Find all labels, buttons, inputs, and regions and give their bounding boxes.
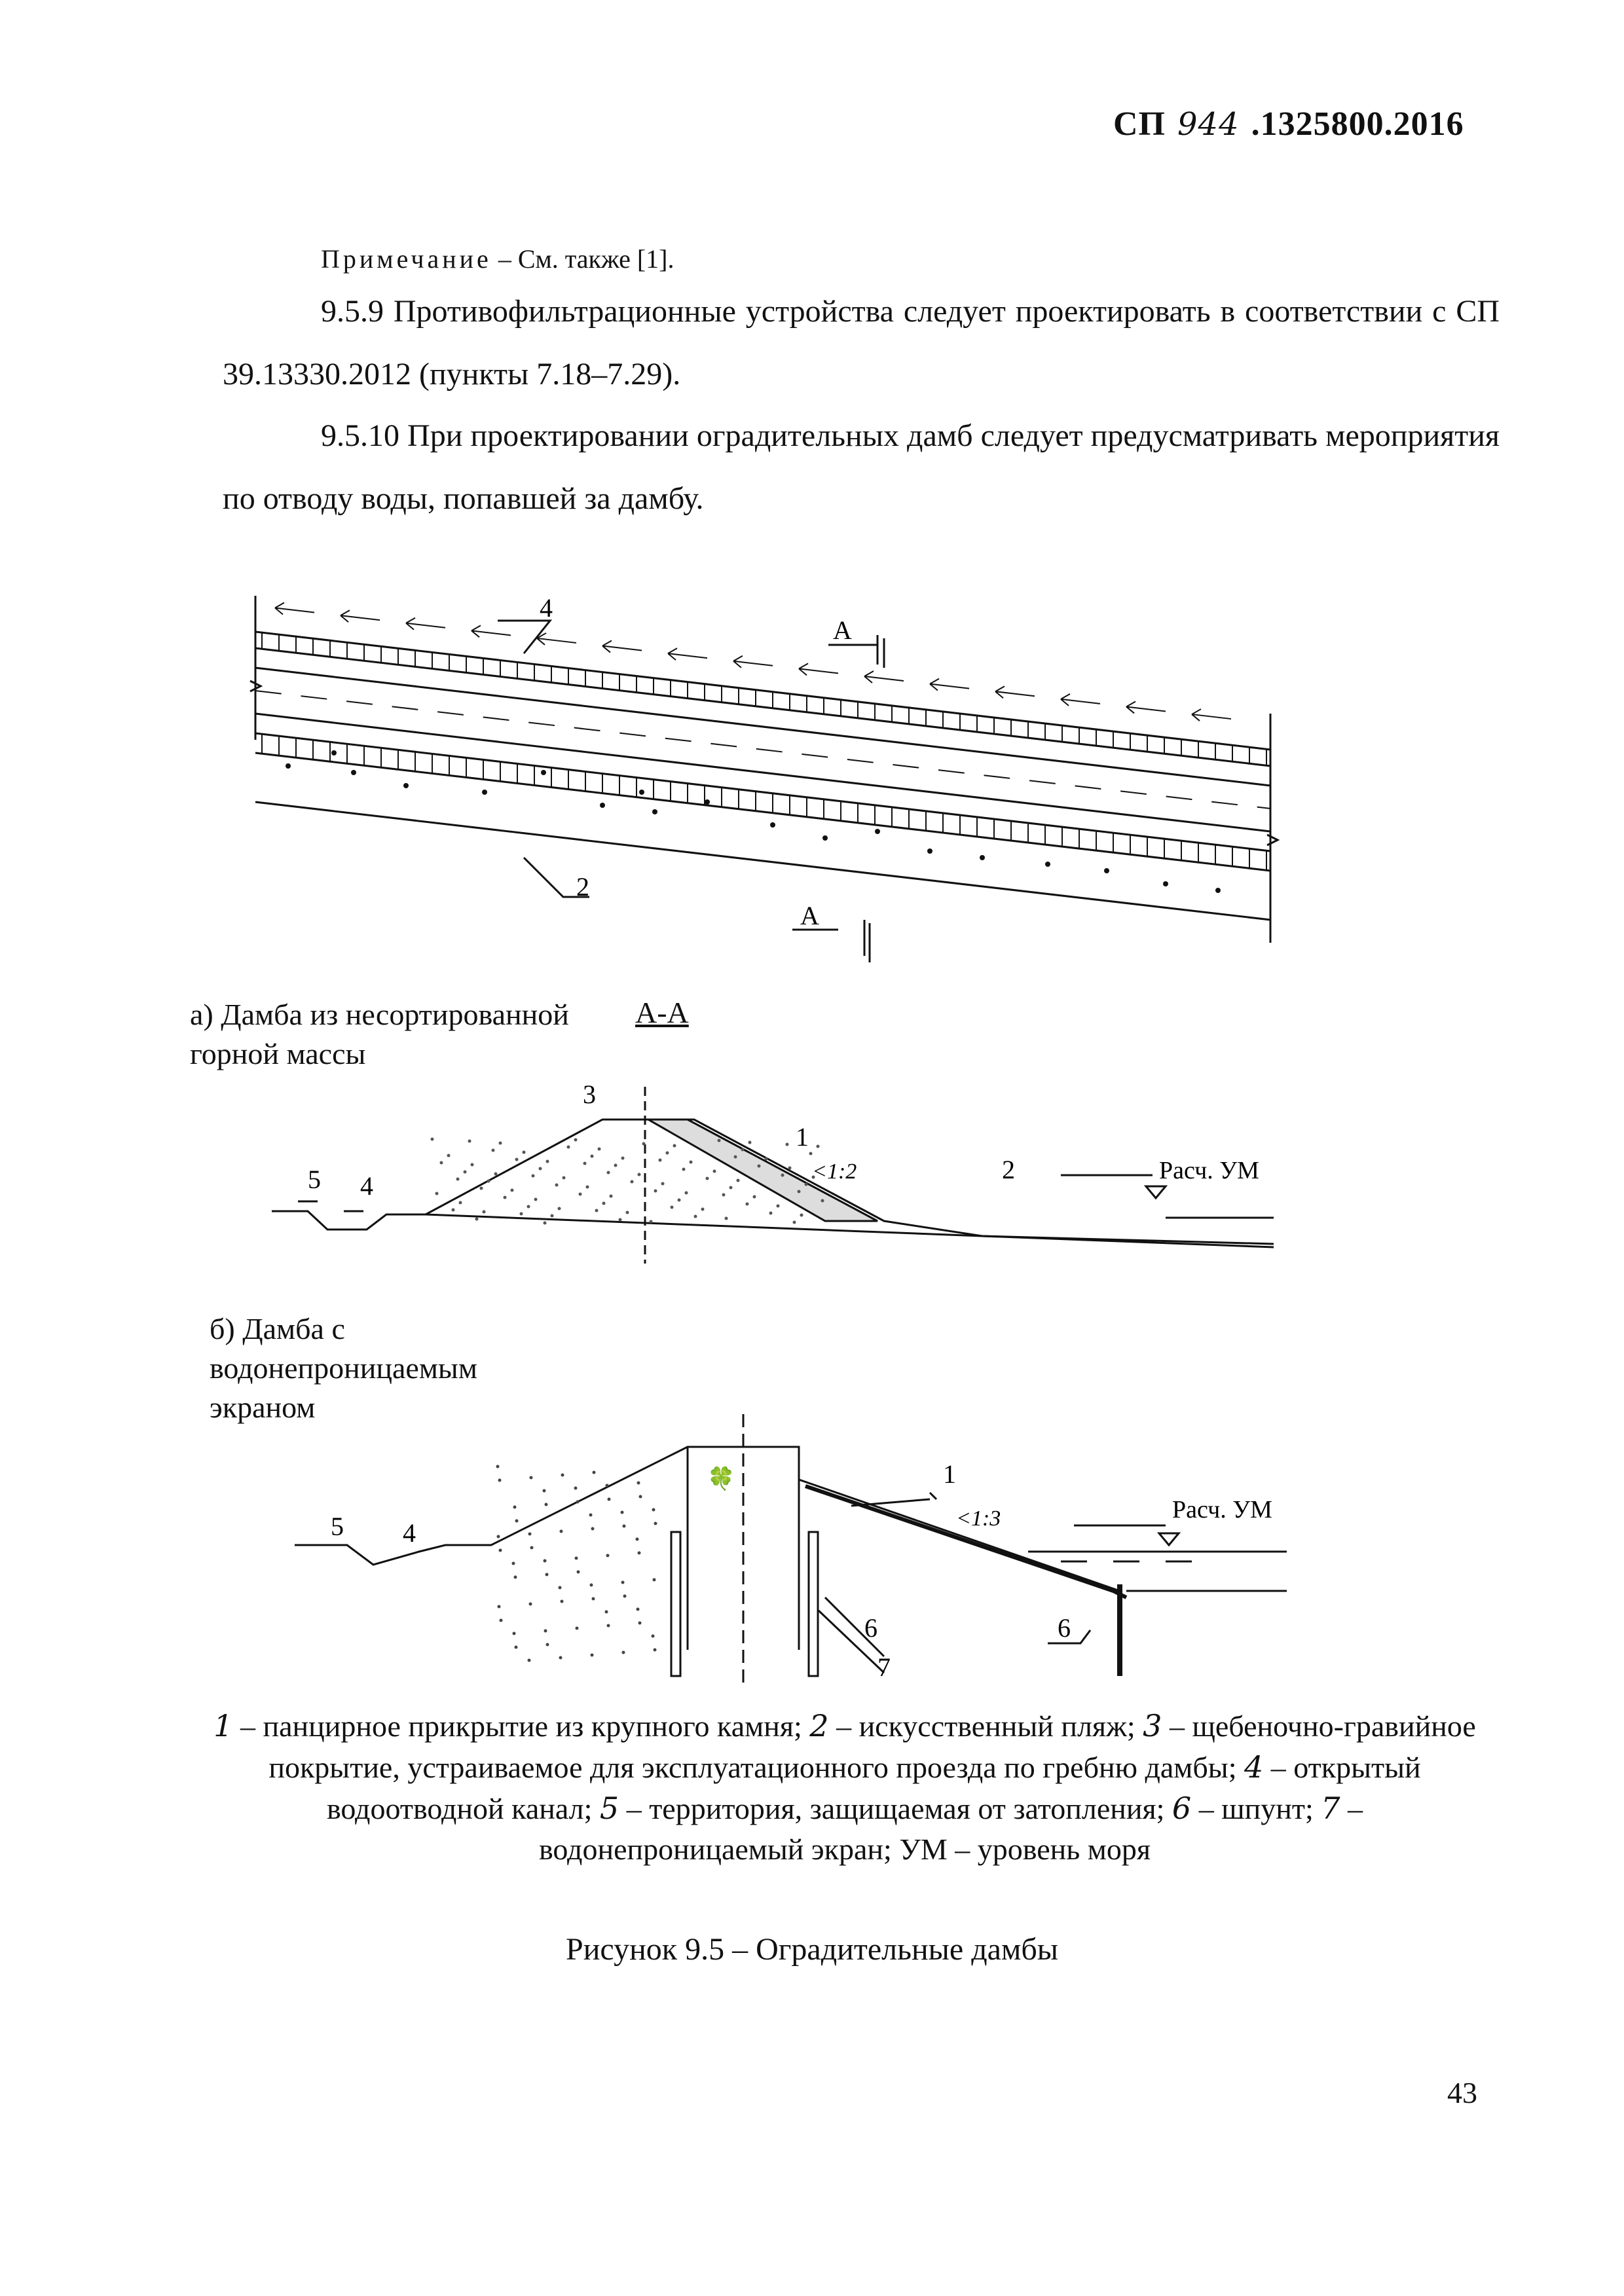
legend-text-4: – открытый водоотводной канал; bbox=[326, 1751, 1421, 1825]
legend-text-1: – панцирное прикрытие из крупного камня; bbox=[232, 1709, 810, 1743]
legend-text-5: – территория, защищаемая от затопления; bbox=[619, 1792, 1172, 1825]
code-suffix: .1325800.2016 bbox=[1251, 105, 1464, 143]
section-a-label-4: 4 bbox=[360, 1171, 373, 1201]
page-number: 43 bbox=[1447, 2076, 1477, 2109]
svg-text:🍀: 🍀 bbox=[707, 1467, 735, 1491]
legend-text-6: – шпунт; bbox=[1191, 1792, 1321, 1825]
document-code bbox=[1113, 105, 1464, 143]
note-text: – См. также [1]. bbox=[491, 244, 674, 274]
paragraph-9-5-9: 9.5.9 Противофильтрационные устройства следует проектировать в соответствии с СП 39.13330.2012 (пункты 7.18–7.29). bbox=[223, 294, 1500, 392]
legend-num-5: 5 bbox=[599, 1791, 619, 1826]
section-b-label-6-sheetpile: 6 bbox=[1058, 1613, 1071, 1643]
plan-label-2: 2 bbox=[576, 872, 589, 902]
section-a-slope: <1:2 bbox=[812, 1159, 857, 1184]
section-mark-bottom: А bbox=[800, 901, 819, 930]
section-a-mark: А-А bbox=[635, 996, 689, 1029]
section-a-label-5: 5 bbox=[308, 1165, 321, 1194]
section-b-water-level: Расч. УМ bbox=[1172, 1496, 1272, 1523]
legend-num-6: 6 bbox=[1172, 1791, 1192, 1826]
legend-text-2: – искусственный пляж; bbox=[828, 1709, 1143, 1743]
section-mark-top: А bbox=[833, 615, 852, 645]
section-a-label-2: 2 bbox=[1002, 1155, 1015, 1184]
figure-caption: Рисунок 9.5 – Оградительные дамбы bbox=[566, 1932, 1058, 1967]
section-b-label-1: 1 bbox=[943, 1459, 956, 1489]
section-b-drawing bbox=[275, 1414, 1297, 1715]
section-b-label-7: 7 bbox=[877, 1652, 891, 1682]
code-prefix: СП bbox=[1113, 105, 1166, 143]
section-a-label-3: 3 bbox=[583, 1080, 596, 1109]
section-b-label-6-screen: 6 bbox=[864, 1613, 877, 1643]
section-a-label-1: 1 bbox=[796, 1122, 809, 1152]
note-label: Примечание bbox=[321, 244, 492, 274]
figure-legend bbox=[196, 1705, 1493, 1870]
legend-text-7: – водонепроницаемый экран; УМ – уровень моря bbox=[538, 1792, 1363, 1866]
section-b-title: б) Дамба с водонепроницаемым экраном bbox=[210, 1312, 477, 1424]
legend-num-2: 2 bbox=[809, 1708, 829, 1743]
section-a-water-level: Расч. УМ bbox=[1159, 1157, 1259, 1184]
plan-label-4: 4 bbox=[540, 593, 553, 623]
legend-num-4: 4 bbox=[1244, 1749, 1264, 1785]
section-b-label-5: 5 bbox=[331, 1512, 344, 1541]
legend-num-7: 7 bbox=[1321, 1791, 1340, 1826]
note bbox=[321, 244, 674, 274]
paragraph-9-5-10: 9.5.10 При проектировании оградительных дамб следует предусматривать мероприятия по отводу воды, попавшей за дамбу. bbox=[223, 418, 1500, 516]
plan-view-drawing bbox=[236, 576, 1297, 982]
section-a-title: а) Дамба из несортированной горной массы bbox=[190, 998, 569, 1070]
section-b-slope: <1:3 bbox=[956, 1506, 1001, 1531]
section-b-label-4: 4 bbox=[403, 1518, 416, 1548]
handwritten-number: 944 bbox=[1177, 106, 1240, 143]
legend-text-3: – щебеночно-гравийное покрытие, устраиваемое для эксплуатационного проезда по гребню дамбы; bbox=[268, 1709, 1476, 1784]
legend-num-3: 3 bbox=[1143, 1708, 1162, 1743]
legend-num-1: 1 bbox=[213, 1708, 233, 1743]
section-a-drawing bbox=[262, 1061, 1283, 1277]
